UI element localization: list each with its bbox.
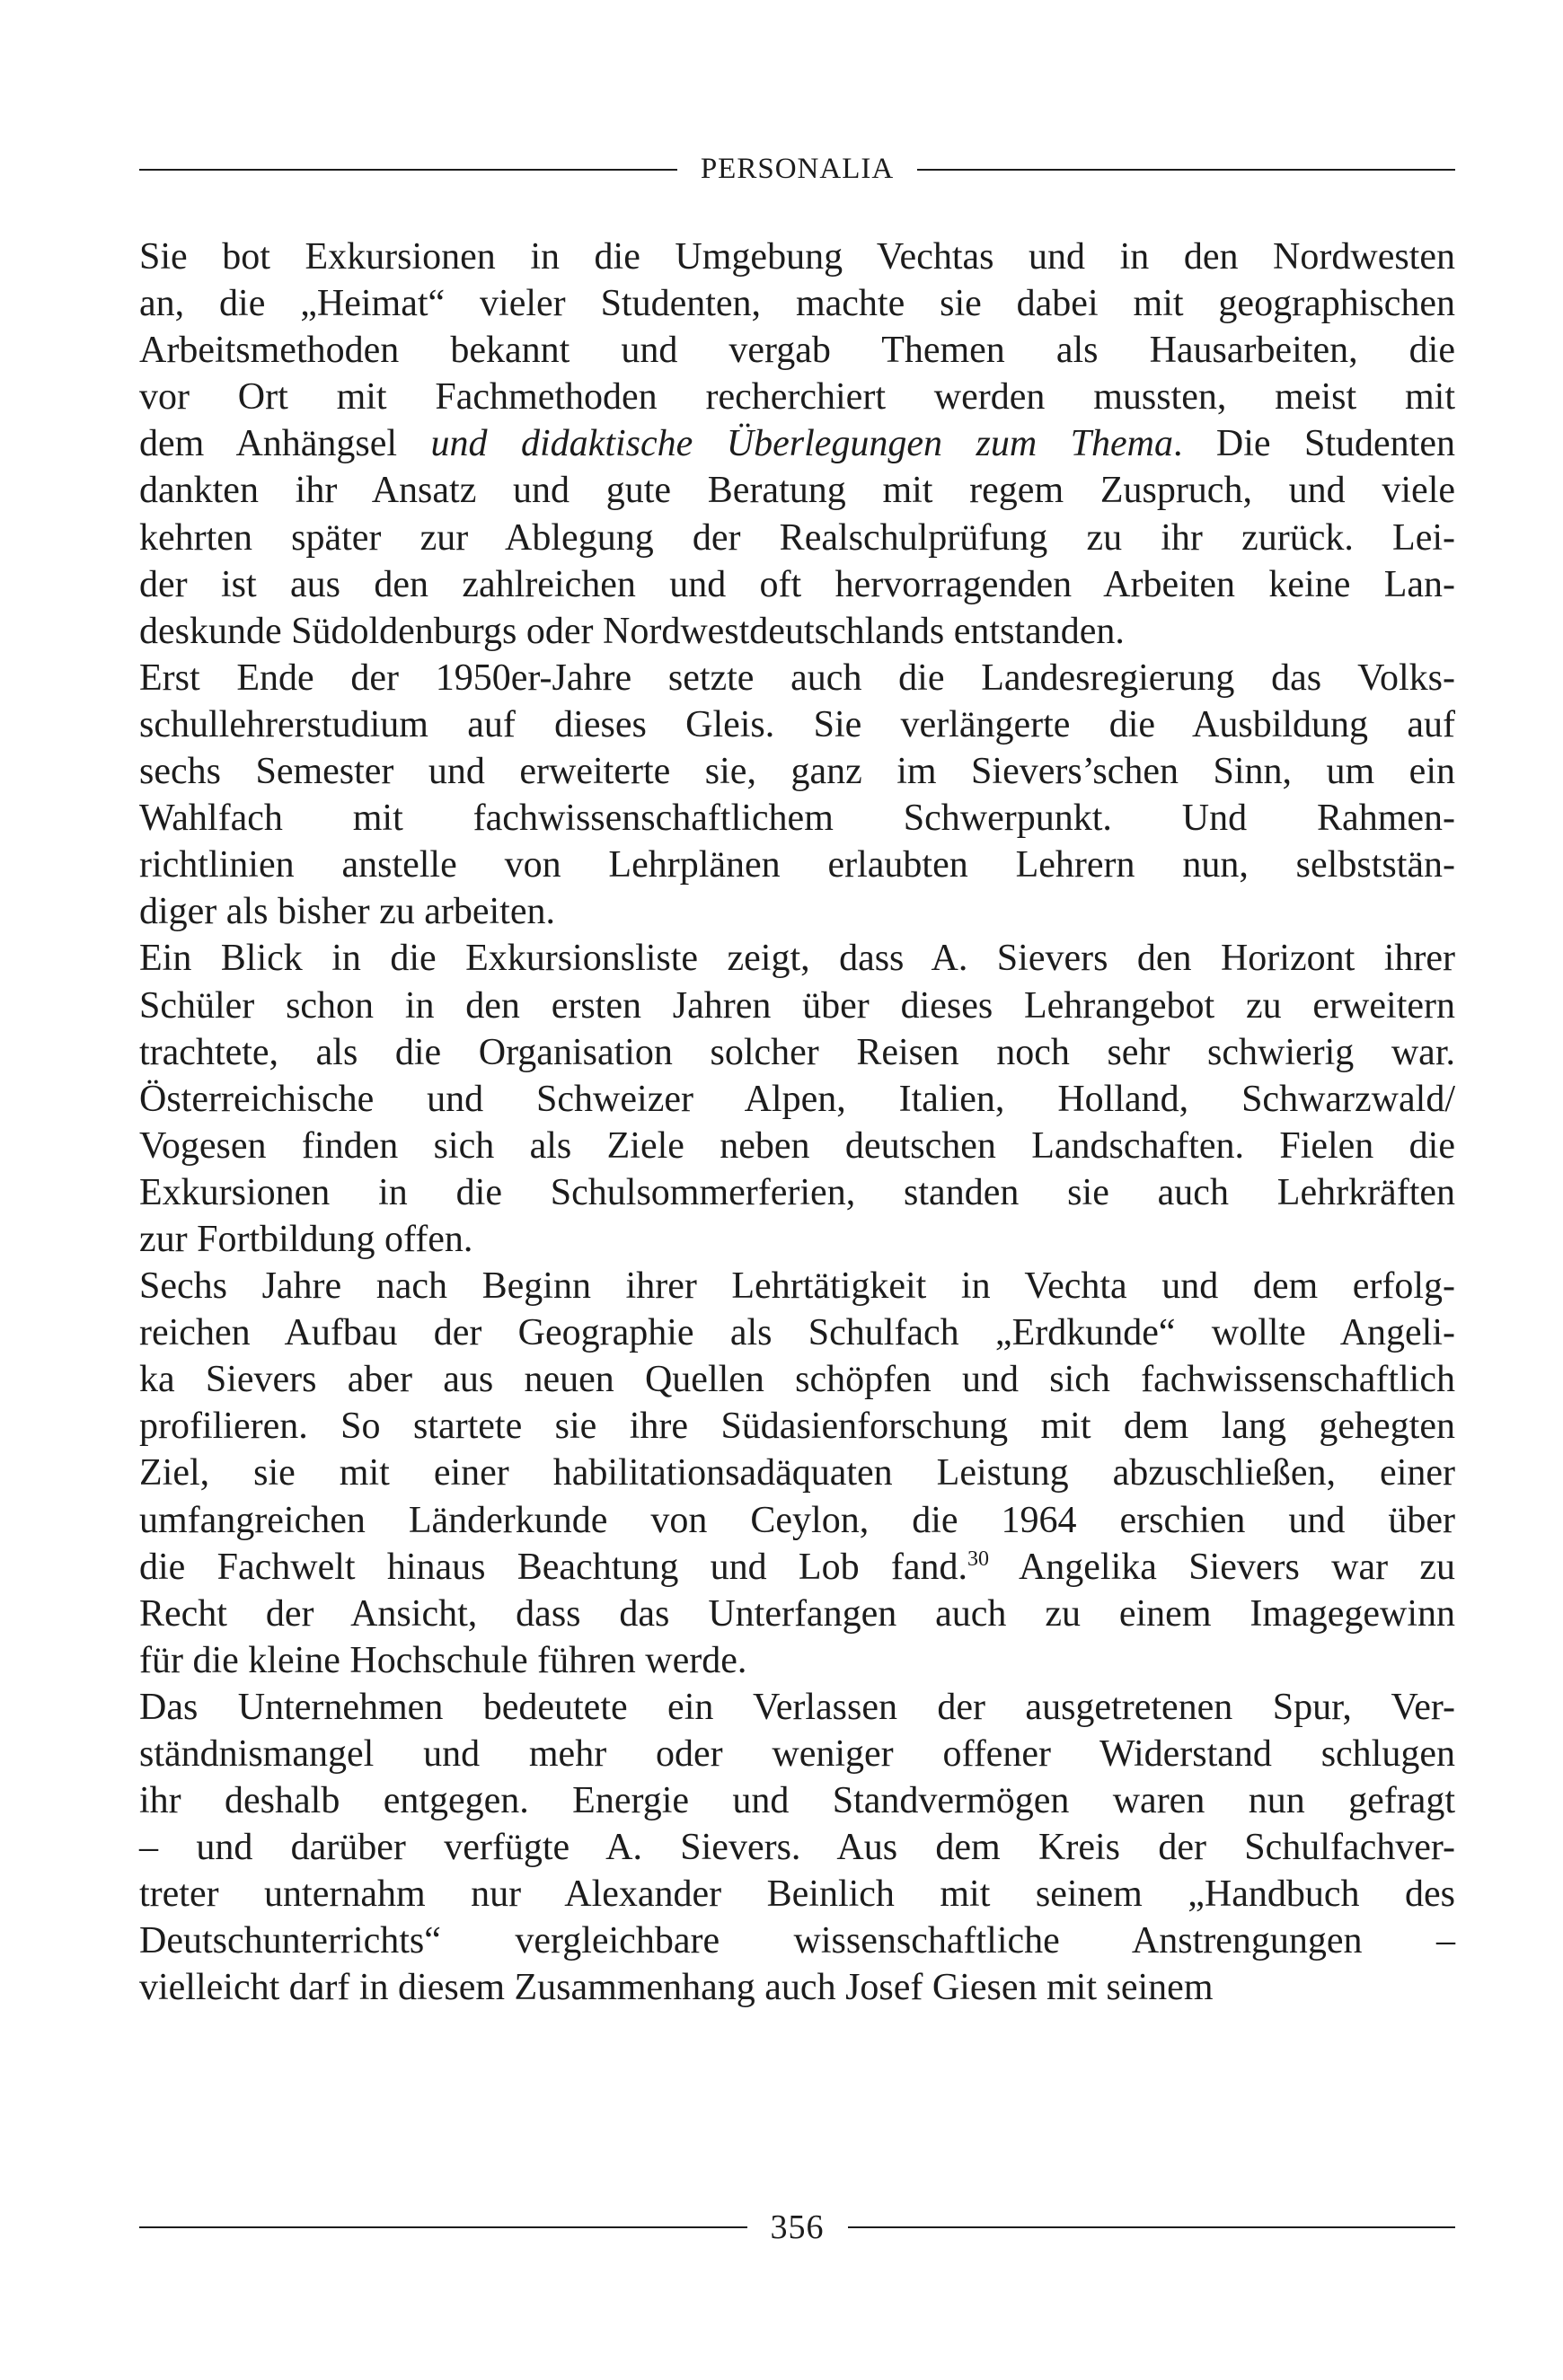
text-line: Sie bot Exkursionen in die Umgebung Vechtas und in den Nordwesten <box>139 236 1455 278</box>
text-line: treter unternahm nur Alexander Beinlich mit seinem „Handbuch des <box>139 1873 1455 1916</box>
italic-phrase: und didaktische Überlegungen zum Thema <box>430 423 1173 465</box>
text-line: Vogesen finden sich als Ziele neben deutschen Landschaften. Fielen die <box>139 1124 1455 1167</box>
header-rule-right <box>917 169 1455 171</box>
text-line <box>139 1544 1455 1591</box>
text-line: Österreichische und Schweizer Alpen, Italien, Holland, Schwarzwald/ <box>139 1078 1455 1120</box>
footnote-marker: 30 <box>967 1547 989 1571</box>
text-line: kehrten später zur Ablegung der Realschulprüfung zu ihr zurück. Lei- <box>139 516 1455 559</box>
text-line: Wahlfach mit fachwissenschaftlichem Schwerpunkt. Und Rahmen- <box>139 798 1455 840</box>
text-run: dem Anhängsel <box>139 423 431 465</box>
text-line: schullehrerstudium auf dieses Gleis. Sie verlängerte die Ausbildung auf <box>139 703 1455 745</box>
text-line: Deutschunterrichts“ vergleichbare wissenschaftliche Anstrengungen – <box>139 1920 1455 1962</box>
text-run: . Die Studenten <box>1172 423 1455 465</box>
text-line: vielleicht darf in diesem Zusammenhang auch Josef Giesen mit seinem <box>139 1967 1214 2009</box>
text-line: an, die „Heimat“ vieler Studenten, machte sie dabei mit geographischen <box>139 283 1455 325</box>
text-line: ihr deshalb entgegen. Energie und Standvermögen waren nun gefragt <box>139 1780 1455 1822</box>
text-line: Schüler schon in den ersten Jahren über dieses Lehrangebot zu erweitern <box>139 984 1455 1027</box>
text-line: dankten ihr Ansatz und gute Beratung mit regem Zuspruch, und viele <box>139 470 1455 512</box>
text-line: profilieren. So startete sie ihre Südasienforschung mit dem lang gehegten <box>139 1406 1455 1448</box>
text-line: ständnismangel und mehr oder weniger offener Widerstand schlugen <box>139 1733 1455 1775</box>
running-header-title: PERSONALIA <box>700 153 895 185</box>
body-text <box>139 234 1455 2012</box>
text-line: Recht der Ansicht, dass das Unterfangen auch zu einem Imagegewinn <box>139 1592 1455 1635</box>
footer-rule-right <box>848 2226 1456 2228</box>
text-line: Exkursionen in die Schulsommerferien, standen sie auch Lehrkräften <box>139 1171 1455 1213</box>
text-line: vor Ort mit Fachmethoden recherchiert werden mussten, meist mit <box>139 376 1455 419</box>
text-line: Sechs Jahre nach Beginn ihrer Lehrtätigkeit in Vechta und dem erfolg- <box>139 1265 1455 1308</box>
text-line: Ziel, sie mit einer habilitationsadäquaten Leistung abzuschließen, einer <box>139 1452 1455 1494</box>
text-line: Arbeitsmethoden bekannt und vergab Themen als Hausarbeiten, die <box>139 330 1455 372</box>
text-run: die Fachwelt hinaus Beachtung und Lob fand. <box>139 1546 967 1588</box>
text-line: diger als bisher zu arbeiten. <box>139 891 555 933</box>
text-line: Ein Blick in die Exkursionsliste zeigt, dass A. Sievers den Horizont ihrer <box>139 938 1455 980</box>
text-line: für die kleine Hochschule führen werde. <box>139 1639 747 1681</box>
text-line: der ist aus den zahlreichen und oft hervorragenden Arbeiten keine Lan- <box>139 563 1455 605</box>
page-footer <box>139 2208 1455 2247</box>
text-line: reichen Aufbau der Geographie als Schulfach „Erdkunde“ wollte Angeli- <box>139 1312 1455 1354</box>
text-line: deskunde Südoldenburgs oder Nordwestdeutschlands entstanden. <box>139 610 1125 652</box>
header-rule-left <box>139 169 677 171</box>
text-line: Das Unternehmen bedeutete ein Verlassen der ausgetretenen Spur, Ver- <box>139 1686 1455 1728</box>
text-line <box>139 420 1455 467</box>
text-line: trachtete, als die Organisation solcher Reisen noch sehr schwierig war. <box>139 1031 1455 1073</box>
text-line: umfangreichen Länderkunde von Ceylon, die 1964 erschien und über <box>139 1499 1455 1541</box>
text-line: ka Sievers aber aus neuen Quellen schöpfen und sich fachwissenschaftlich <box>139 1359 1455 1401</box>
text-line: – und darüber verfügte A. Sievers. Aus dem Kreis der Schulfachver- <box>139 1827 1455 1869</box>
text-line: Erst Ende der 1950er-Jahre setzte auch die Landesregierung das Volks- <box>139 657 1455 699</box>
footer-rule-left <box>139 2226 747 2228</box>
running-header <box>139 153 1455 186</box>
text-line: richtlinien anstelle von Lehrplänen erlaubten Lehrern nun, selbststän- <box>139 844 1455 886</box>
page-number: 356 <box>770 2208 825 2246</box>
text-line: zur Fortbildung offen. <box>139 1218 473 1260</box>
text-run: Angelika Sievers war zu <box>989 1546 1455 1588</box>
text-line: sechs Semester und erweiterte sie, ganz im Sievers’schen Sinn, um ein <box>139 751 1455 793</box>
